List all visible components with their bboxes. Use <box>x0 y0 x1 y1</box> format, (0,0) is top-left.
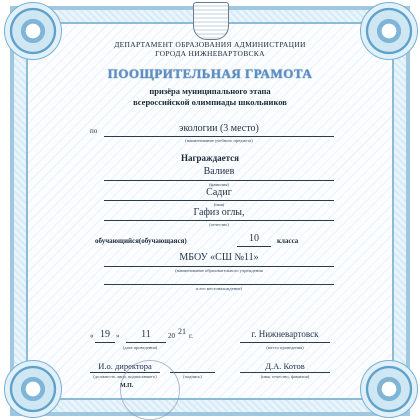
corner-rosette-icon <box>360 360 418 418</box>
date-month: 11 <box>141 329 151 340</box>
subject-line <box>104 136 334 137</box>
department-line: ДЕПАРТАМЕНТ ОБРАЗОВАНИЯ АДМИНИСТРАЦИИ <box>114 40 306 49</box>
date-day: 19 <box>100 329 110 340</box>
school-line <box>104 266 334 267</box>
subject-value: экологии (3 место) <box>179 123 259 134</box>
role-caption: (должность лица, подписавшего) <box>93 374 157 379</box>
location-line <box>104 284 334 285</box>
surname-caption: (фамилия) <box>209 182 229 187</box>
location-caption: и его местонахождение) <box>195 286 243 291</box>
school-caption: (наименование образовательного учреждения <box>175 268 263 273</box>
month-line <box>126 342 166 343</box>
subject-prefix: по <box>90 127 98 135</box>
day-line <box>95 342 115 343</box>
name-line-signature <box>240 372 330 373</box>
name-line <box>104 200 334 201</box>
signatory-role: И.о. директора <box>98 361 152 371</box>
date-open-quote: « <box>90 332 94 340</box>
patronymic-value: Гафиз оглы, <box>193 207 245 218</box>
signatory-name: Д.А. Котов <box>265 361 305 371</box>
surname-line <box>104 180 334 181</box>
signatory-name-caption: (имя, отчество, фамилия) <box>260 374 310 379</box>
grade-value: 10 <box>249 233 259 244</box>
date-year-prefix: 20 <box>168 332 175 340</box>
date-close-quote: » <box>116 332 120 340</box>
awarded-label: Награждается <box>180 153 240 163</box>
official-stamp <box>120 360 180 420</box>
name-value: Садиг <box>206 187 232 198</box>
date-year-end: г. <box>189 332 193 340</box>
subtitle-line: призёра муниципального этапа <box>149 86 271 96</box>
patronymic-line <box>104 220 334 221</box>
name-caption: (имя) <box>213 202 225 207</box>
surname-value: Валиев <box>203 166 235 177</box>
date-caption: (дата проведения) <box>122 345 158 350</box>
sign-line <box>170 372 215 373</box>
place-caption: (место проведения) <box>266 345 304 350</box>
date-year-suffix: 21 <box>178 327 186 336</box>
subject-caption: (наименование учебного предмета) <box>185 138 253 143</box>
subtitle-line: всероссийской олимпиады школьников <box>133 97 287 107</box>
school-value: МБОУ «СШ №11» <box>179 252 259 263</box>
grade-suffix: класса <box>277 237 299 245</box>
department-header <box>0 40 420 58</box>
stamp-label: М.П. <box>120 383 134 389</box>
student-label: обучающийся(обучающаяся) <box>95 237 187 245</box>
place-line <box>240 342 330 343</box>
patronymic-caption: (отчество) <box>209 222 229 227</box>
certificate-title: ПООЩРИТЕЛЬНАЯ ГРАМОТА <box>107 66 313 81</box>
sign-caption: (подпись) <box>183 374 202 379</box>
city-emblem-icon <box>193 2 229 40</box>
place-value: г. Нижневартовск <box>251 329 319 339</box>
certificate-subtitle <box>0 86 420 108</box>
grade-line <box>237 246 271 247</box>
department-line: ГОРОДА НИЖНЕВАРТОВСКА <box>155 49 265 58</box>
corner-rosette-icon <box>4 360 62 418</box>
